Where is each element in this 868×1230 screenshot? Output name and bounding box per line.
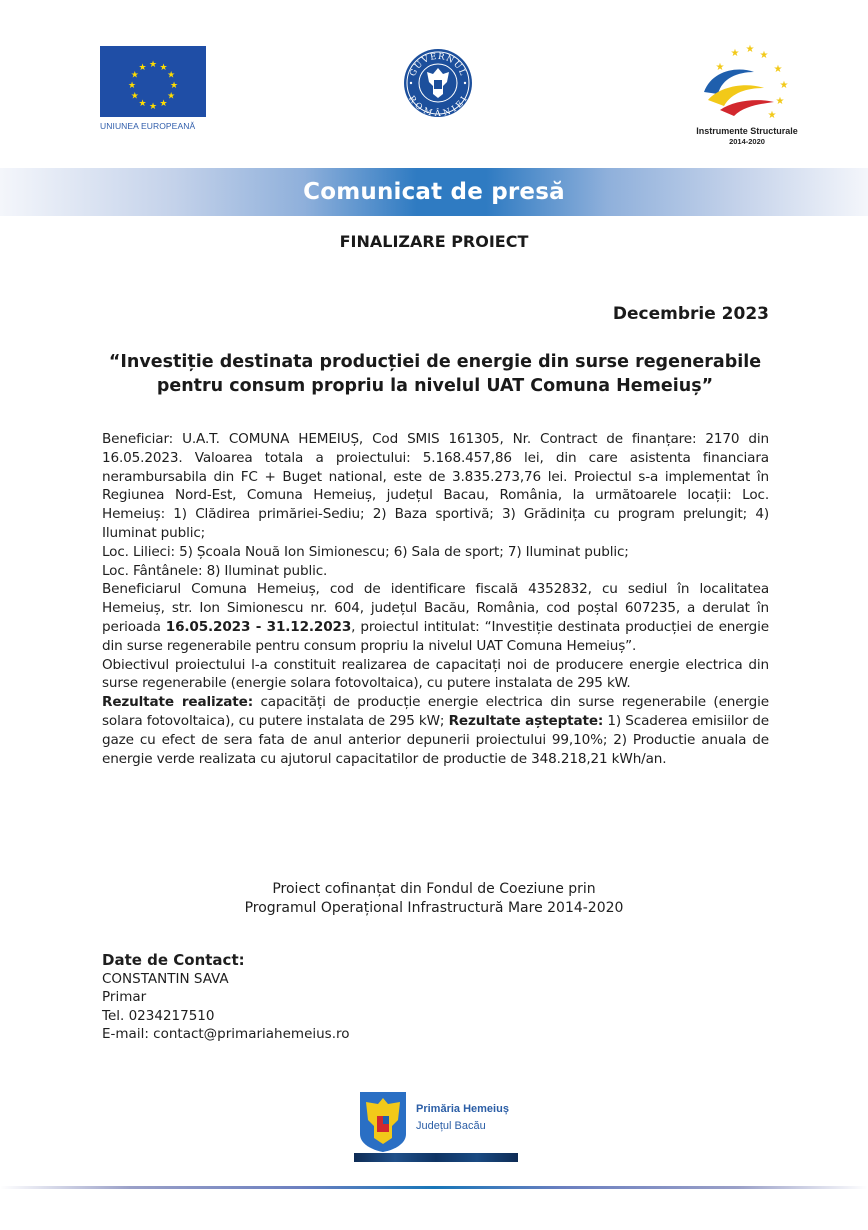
document-subtitle: FINALIZARE PROIECT <box>339 232 529 251</box>
document-date: Decembrie 2023 <box>612 304 769 324</box>
svg-text:★: ★ <box>775 96 785 107</box>
results-achieved-label: Rezultate realizate: <box>102 694 253 711</box>
eu-label: UNIUNEA EUROPEANĂ <box>100 121 196 131</box>
svg-text:★: ★ <box>767 110 777 120</box>
bottom-divider <box>0 1186 868 1189</box>
implementation-period: 16.05.2023 - 31.12.2023 <box>165 618 352 635</box>
svg-text:★: ★ <box>130 91 139 102</box>
banner-title: Comunicat de presă <box>303 179 565 205</box>
svg-text:★: ★ <box>779 80 789 91</box>
structural-instruments-label: Instrumente Structurale <box>696 126 798 136</box>
structural-swoosh-icon <box>698 40 798 120</box>
svg-text:★: ★ <box>715 62 725 73</box>
eu-flag-logo <box>100 46 206 117</box>
footer-logo-strip <box>354 1153 518 1162</box>
svg-text:★: ★ <box>167 91 176 102</box>
paragraph-results: Rezultate realizate: capacități de producție energie electrica din surse regenerabile (energie solara fotovoltaica), cu putere instalata de 295 kW; Rezultate așteptate: 1) Scaderea emisiilor de gaze cu efect de sera fata de anul anterior depunerii proiectului 99,10%; 2) Productie anuala de energie verde realizata cu ajutorul capacitatilor de productie de 348.218,21 kWh/an. <box>102 694 769 767</box>
structural-instruments-years: 2014-2020 <box>729 137 765 146</box>
svg-text:★: ★ <box>730 48 740 59</box>
svg-text:★: ★ <box>167 70 176 81</box>
contact-email: E-mail: contact@primariahemeius.ro <box>102 1026 350 1043</box>
contact-block <box>102 951 502 1044</box>
government-seal-logo <box>403 48 473 118</box>
coat-of-arms-icon <box>358 1090 408 1152</box>
svg-text:★: ★ <box>148 60 158 70</box>
paragraph-fantanele: Loc. Fântânele: 8) Iluminat public. <box>102 562 328 579</box>
footer-institution: Primăria Hemeiuș <box>416 1103 509 1115</box>
project-title-line-2: pentru consum propriu la nivelul UAT Comuna Hemeiuș” <box>156 376 714 396</box>
cofinancing-note: Proiect cofinanțat din Fondul de Coeziune prin Programul Operațional Infrastructură Mare 2014-2020 <box>244 881 624 916</box>
svg-text:★: ★ <box>148 102 158 112</box>
svg-text:★: ★ <box>169 81 179 91</box>
svg-text:ROMÂNIEI: ROMÂNIEI <box>405 94 471 118</box>
svg-text:★: ★ <box>127 81 137 91</box>
paragraph-objective: Obiectivul proiectului l-a constituit realizarea de capacitați noi de producere energie electrica din surse regenerabile (energie solara fotovoltaica), cu putere instalata de 295 kW. <box>102 656 769 692</box>
contact-name: CONSTANTIN SAVA <box>102 970 229 987</box>
footer-county: Județul Bacău <box>416 1120 486 1132</box>
project-title <box>90 350 780 398</box>
svg-text:★: ★ <box>759 50 769 61</box>
svg-text:★: ★ <box>138 62 147 73</box>
body-text <box>102 430 769 768</box>
structural-instruments-logo <box>698 40 798 120</box>
svg-text:★: ★ <box>159 99 168 110</box>
project-title-line-1: “Investiție destinata producției de energie din surse regenerabile <box>108 352 762 372</box>
svg-text:★: ★ <box>159 62 168 73</box>
svg-text:★: ★ <box>138 99 147 110</box>
contact-heading: Date de Contact: <box>102 951 245 969</box>
paragraph-lilieci: Loc. Lilieci: 5) Școala Nouă Ion Simionescu; 6) Sala de sport; 7) Iluminat public; <box>102 543 629 560</box>
svg-text:GUVERNUL: GUVERNUL <box>408 51 468 78</box>
svg-text:★: ★ <box>130 70 139 81</box>
eu-stars-icon <box>100 46 206 117</box>
contact-role: Primar <box>102 989 147 1006</box>
romanian-coat-of-arms-icon <box>403 48 473 118</box>
hemeius-crest-logo <box>358 1090 408 1152</box>
paragraph-beneficiary-details: Beneficiarul Comuna Hemeiuș, cod de identificare fiscală 4352832, cu sediul în localitatea Hemeiuș, str. Ion Simionescu nr. 604, județul Bacău, România, cod poștal 607235, a derulat în perioada 16.05.2023 - 31.12.2023, proiectul intitulat: “Investiție destinata producției de energie din surse regenerabile pentru consum propriu la nivelul UAT Comuna Hemeiuș”. <box>102 581 769 654</box>
svg-text:★: ★ <box>773 64 783 75</box>
results-expected-label: Rezultate așteptate: <box>448 712 604 729</box>
paragraph-beneficiary: Beneficiar: U.A.T. COMUNA HEMEIUȘ, Cod SMIS 161305, Nr. Contract de finanțare: 2170 din 16.05.2023. Valoarea totala a proiectului: 5.168.457,86 lei, din care asistenta financiara nerambursabila din FC + Buget national, este de 3.835.273,76 lei. Proiectul s-a implementat în Regiunea Nord-Est, Comuna Hemeiuș, județul Bacau, România, la următoarele locații: Loc. Hemeiuș: 1) Clădirea primăriei-Sediu; 2) Baza sportivă; 3) Grădinița cu program prelungit; 4) Iluminat public; <box>102 431 769 541</box>
contact-phone: Tel. 0234217510 <box>102 1007 215 1024</box>
svg-text:★: ★ <box>745 44 755 55</box>
